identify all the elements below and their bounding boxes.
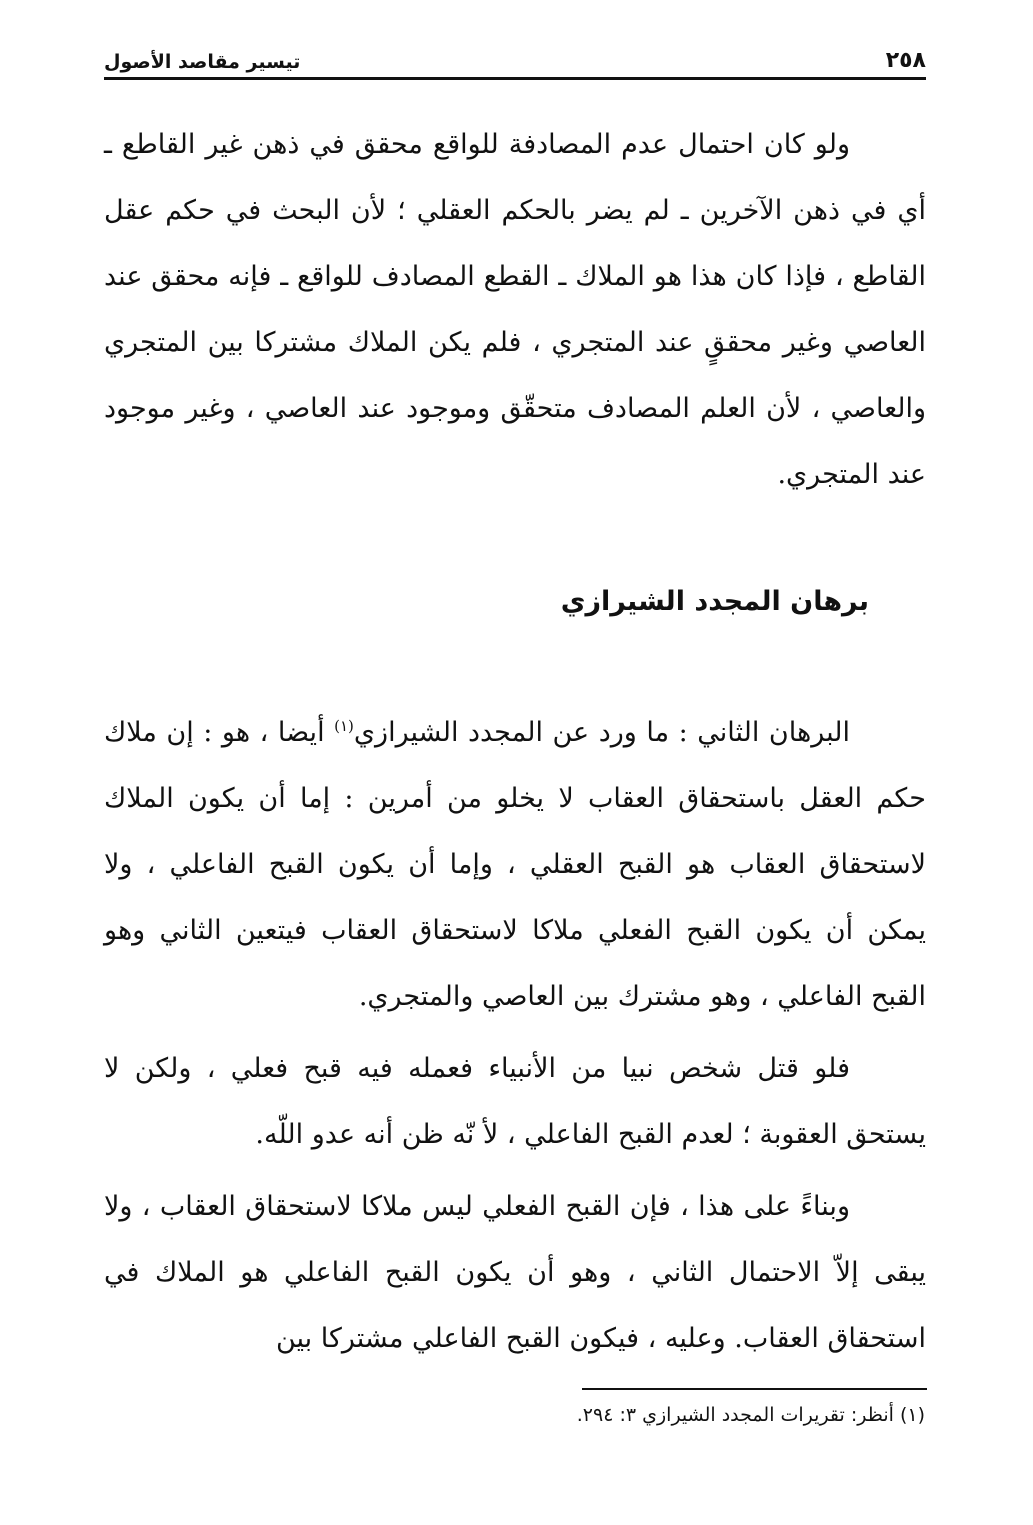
paragraph-2-text-start: البرهان الثاني : ما ورد عن المجدد الشيرازي bbox=[353, 717, 850, 748]
paragraph-4: وبناءً على هذا ، فإن القبح الفعلي ليس ملاكا لاستحقاق العقاب ، ولا يبقى إلاّ الاحتمال الثاني ، وهو أن يكون القبح الفاعلي هو الملاك في استحقاق العقاب. وعليه ، فيكون القبح الفاعلي مشتركا بين bbox=[104, 1191, 926, 1354]
footnote-reference[interactable]: (١) bbox=[334, 717, 354, 735]
paragraph-1: ولو كان احتمال عدم المصادفة للواقع محقق في ذهن غير القاطع ـ أي في ذهن الآخرين ـ لم يضر بالحكم العقلي ؛ لأن البحث في حكم عقل القاطع ، فإذا كان هذا هو الملاك ـ القطع المصادف للواقع ـ فإنه محقق عند العاصي وغير محققٍ عند المتجري ، فلم يكن الملاك مشتركا بين المتجري والعاصي ، لأن العلم المصادف متحقّق وموجود عند العاصي ، وغير موجود عند المتجري. bbox=[104, 129, 926, 490]
paragraph-2-text-end: أيضا ، هو : إن ملاك حكم العقل باستحقاق العقاب لا يخلو من أمرين : إما أن يكون الملاك لاستحقاق العقاب هو القبح العقلي ، وإما أن يكون القبح الفاعلي ، ولا يمكن أن يكون القبح الفعلي ملاكا لاستحقاق العقاب فيتعين الثاني وهو القبح الفاعلي ، وهو مشترك بين العاصي والمتجري. bbox=[104, 717, 926, 1012]
running-header bbox=[104, 36, 926, 80]
section-heading: برهان المجدد الشيرازي bbox=[560, 586, 869, 617]
book-title: تيسير مقاصد الأصول bbox=[104, 51, 301, 73]
footnote-divider bbox=[582, 1388, 927, 1390]
paragraph-3: فلو قتل شخص نبيا من الأنبياء فعمله فيه قبح فعلي ، ولكن لا يستحق العقوبة ؛ لعدم القبح الفاعلي ، لأ نّه ظن أنه عدو اللّه. bbox=[104, 1053, 926, 1150]
paragraph-2 bbox=[104, 700, 926, 1030]
page-number: ٢٥٨ bbox=[885, 48, 926, 73]
body-section-1 bbox=[104, 112, 926, 508]
body-section-2 bbox=[104, 700, 926, 1372]
footnote: (١) أنظر: تقريرات المجدد الشيرازي ٣: ٢٩٤. bbox=[576, 1404, 925, 1426]
